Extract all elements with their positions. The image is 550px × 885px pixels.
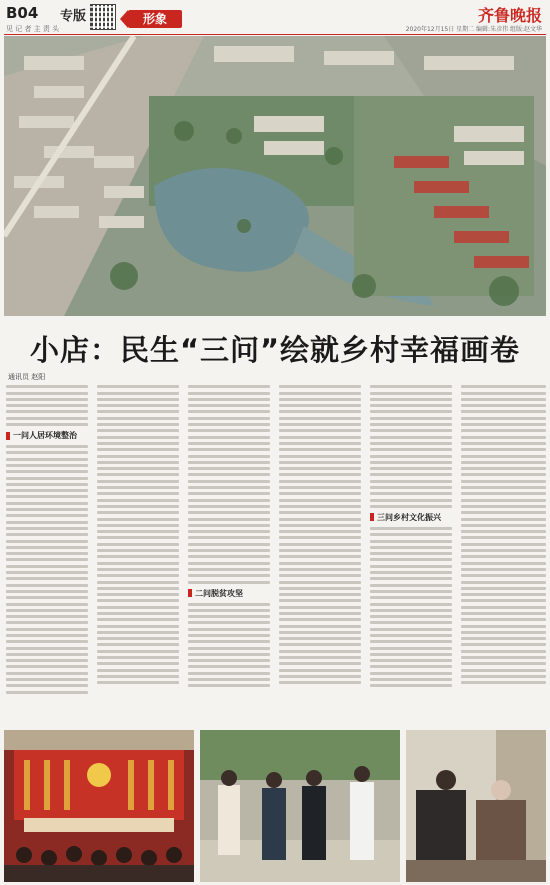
masthead bbox=[0, 0, 550, 36]
section-label: 专版 bbox=[60, 9, 87, 24]
issue-meta: 2020年12月15日 星期二 编辑:朱彦伟 组版:赵文华 bbox=[405, 26, 542, 33]
masthead-subline: 见 记 者 主 责 头 bbox=[6, 25, 60, 33]
text-column bbox=[370, 382, 452, 727]
text-column bbox=[461, 382, 546, 727]
text-column bbox=[97, 382, 179, 727]
text-column bbox=[279, 382, 361, 727]
page-number: B04 bbox=[6, 4, 39, 22]
section-heading-3: 三问乡村文化振兴 bbox=[370, 512, 452, 523]
newspaper-logo: 齐鲁晚报 bbox=[477, 6, 542, 25]
header-rule bbox=[4, 34, 546, 35]
meeting-hall-photo bbox=[4, 730, 194, 882]
photo-strip bbox=[4, 730, 546, 882]
text-column bbox=[188, 382, 270, 727]
home-visit-photo bbox=[406, 730, 546, 882]
article-body bbox=[6, 382, 546, 727]
section-heading-1: 一问人居环境整治 bbox=[6, 430, 88, 441]
section-heading-2: 二问脱贫攻坚 bbox=[188, 588, 270, 599]
text-column bbox=[6, 382, 88, 727]
article-headline: 小店：民生“三问”绘就乡村幸福画卷 bbox=[29, 333, 521, 367]
officials-visit-photo bbox=[200, 730, 400, 882]
aerial-village-photo bbox=[4, 36, 546, 316]
topic-tag: 形象 bbox=[128, 10, 182, 28]
article-byline: 通讯员 赵阳 bbox=[8, 373, 46, 381]
